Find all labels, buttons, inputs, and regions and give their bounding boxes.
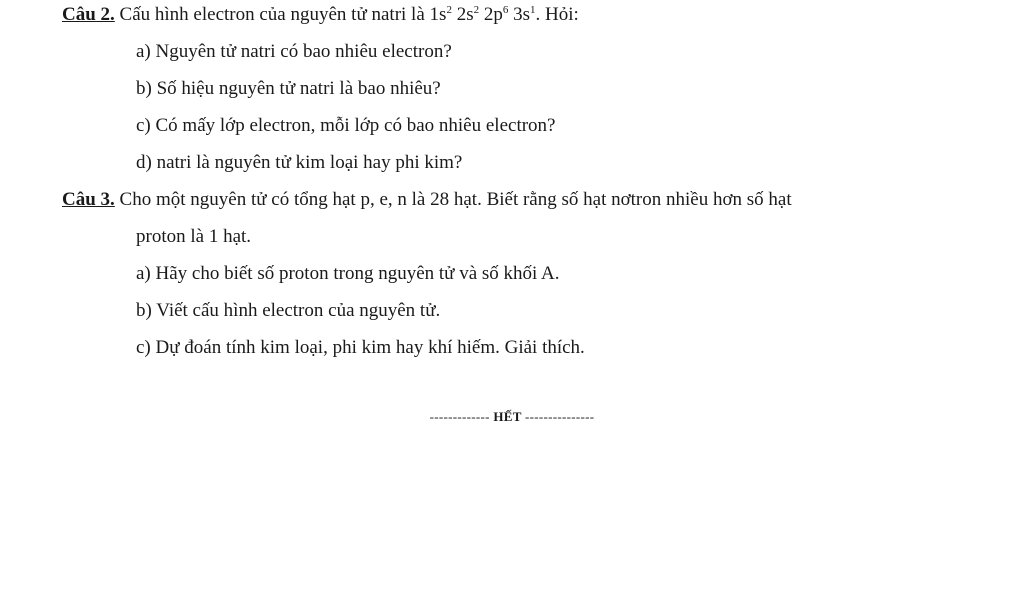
question-3-item-b: b) Viết cấu hình electron của nguyên tử. [136, 300, 441, 321]
question-2-item-c: c) Có mấy lớp electron, mỗi lớp có bao nhiêu electron? [136, 115, 556, 136]
config-term: $2s^2$ [451, 4, 480, 25]
config-term: $3s^1$ [508, 4, 536, 25]
electron-config [430, 4, 536, 25]
end-marker [0, 408, 1024, 426]
question-3-label: Câu 3. [62, 189, 115, 210]
question-2-item-b: b) Số hiệu nguyên tử natri là bao nhiêu? [136, 78, 441, 99]
question-2-stem-end: . Hỏi: [535, 4, 579, 25]
question-2-stem-text: Cấu hình electron của nguyên tử natri là [114, 4, 430, 25]
question-3-stem [62, 189, 792, 211]
question-3-stem-continued: proton là 1 hạt. [136, 226, 252, 247]
question-3-stem-text: Cho một nguyên tử có tổng hạt p, e, n là 28 hạt. Biết rằng số hạt nơtron nhiều hơn số hạt [114, 189, 792, 210]
question-2-label: Câu 2. [62, 4, 115, 25]
question-2-item-d: d) natri là nguyên tử kim loại hay phi kim? [136, 152, 463, 173]
question-3-item-c: c) Dự đoán tính kim loại, phi kim hay khí hiếm. Giải thích. [136, 337, 585, 358]
question-2-item-a: a) Nguyên tử natri có bao nhiêu electron? [136, 41, 452, 62]
question-2-stem [62, 4, 579, 26]
config-term: $2p^6$ [479, 4, 509, 25]
question-3-item-a: a) Hãy cho biết số proton trong nguyên tử và số khối A. [136, 263, 560, 284]
end-left-dashes: ------------- [429, 409, 490, 424]
end-text: HẾT [489, 409, 525, 424]
end-right-dashes: --------------- [524, 409, 595, 424]
config-term: $1s^2$ [429, 4, 452, 25]
